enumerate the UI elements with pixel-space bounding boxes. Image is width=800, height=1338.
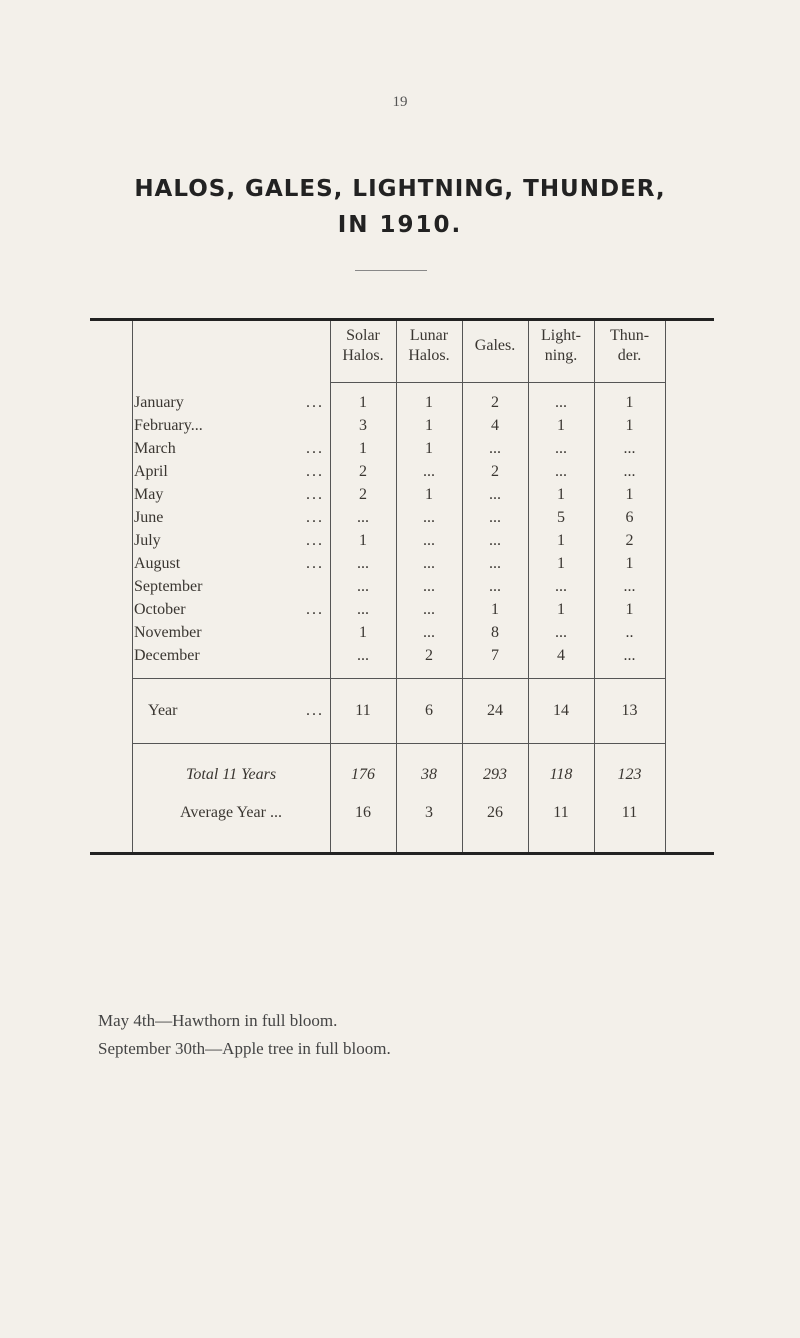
month-row-label — [134, 647, 324, 665]
average-value: 11 — [621, 804, 638, 821]
month-value: 1 — [625, 555, 634, 572]
month-value: .. — [625, 624, 634, 641]
page-subtitle: IN 1910. — [337, 212, 463, 238]
year-underline — [132, 743, 665, 744]
month-value: ... — [357, 647, 369, 664]
month-value: 8 — [491, 624, 499, 641]
month-value: 1 — [625, 394, 634, 411]
header-lightning: Light- ning. — [541, 327, 581, 364]
year-value: 14 — [553, 702, 569, 719]
month-value: ... — [357, 601, 369, 618]
month-name: December — [134, 647, 200, 664]
month-row-label — [134, 417, 324, 435]
month-value: 2 — [625, 532, 634, 549]
month-value: ... — [423, 555, 435, 572]
month-value: 2 — [491, 394, 499, 411]
month-row-label — [134, 578, 324, 596]
month-value: 6 — [625, 509, 634, 526]
month-value: 4 — [557, 647, 565, 664]
average-value: 3 — [425, 804, 433, 821]
month-row-label — [134, 555, 324, 573]
month-value: ... — [623, 578, 636, 595]
year-value: 13 — [621, 702, 638, 719]
month-value: 1 — [557, 486, 565, 503]
month-value: ... — [423, 509, 435, 526]
total-value: 176 — [351, 766, 375, 783]
total-value: 293 — [483, 766, 507, 783]
average-value: 26 — [487, 804, 503, 821]
header-thunder: Thun- der. — [609, 327, 650, 364]
table-right-border — [665, 321, 666, 852]
month-value: ... — [423, 578, 435, 595]
title-divider — [355, 270, 427, 271]
month-name: July — [134, 532, 161, 549]
month-name: April — [134, 463, 168, 480]
month-value: ... — [555, 463, 567, 480]
year-dots: ... — [306, 702, 324, 719]
month-value: ... — [623, 647, 636, 664]
month-row-label — [134, 486, 324, 504]
month-dots: ... — [306, 440, 324, 457]
header-underline — [330, 382, 665, 383]
note-line: September 30th—Apple tree in full bloom. — [98, 1039, 391, 1058]
header-lunar-halos: Lunar Halos. — [408, 327, 450, 364]
month-row-label — [134, 601, 324, 619]
month-value: 2 — [359, 463, 367, 480]
month-value: 1 — [359, 394, 367, 411]
table-top-rule — [90, 318, 714, 321]
month-value: ... — [423, 532, 435, 549]
table-bottom-rule — [90, 852, 714, 855]
month-name: February... — [134, 417, 203, 434]
month-name: March — [134, 440, 176, 457]
total-row-label: Total 11 Years — [185, 766, 277, 783]
year-row-label — [134, 702, 324, 720]
month-value: ... — [489, 532, 501, 549]
month-value: ... — [423, 601, 435, 618]
month-value: ... — [623, 463, 636, 480]
month-value: 2 — [491, 463, 499, 480]
total-value: 123 — [617, 766, 642, 783]
month-row-label — [134, 509, 324, 527]
page-number: 19 — [392, 94, 408, 110]
month-name: August — [134, 555, 181, 572]
month-value: ... — [555, 578, 567, 595]
year-value: 6 — [425, 702, 433, 719]
month-value: 1 — [625, 601, 634, 618]
month-dots: ... — [306, 486, 324, 503]
month-value: 1 — [625, 417, 634, 434]
year-value: 11 — [355, 702, 371, 719]
month-name: June — [134, 509, 164, 526]
month-name: November — [134, 624, 202, 641]
month-value: 2 — [359, 486, 367, 503]
month-value: ... — [357, 578, 369, 595]
month-value: 1 — [425, 486, 433, 503]
month-value: ... — [489, 555, 501, 572]
month-value: 1 — [359, 532, 367, 549]
month-value: 7 — [491, 647, 499, 664]
year-label: Year — [148, 702, 178, 719]
month-dots: ... — [306, 463, 324, 480]
month-value: 1 — [425, 440, 433, 457]
average-value: 11 — [553, 804, 569, 821]
month-value: 3 — [359, 417, 367, 434]
month-value: 1 — [359, 440, 367, 457]
month-dots: ... — [306, 394, 324, 411]
month-value: ... — [555, 624, 567, 641]
month-dots: ... — [306, 601, 324, 618]
month-row-label — [134, 440, 324, 458]
months-underline — [132, 678, 665, 679]
average-row-label: Average Year ... — [180, 804, 282, 821]
year-value: 24 — [487, 702, 503, 719]
month-value: ... — [423, 463, 435, 480]
month-dots: ... — [306, 532, 324, 549]
header-gales: Gales. — [474, 337, 516, 354]
month-value: 4 — [491, 417, 499, 434]
month-row-label — [134, 463, 324, 481]
total-value: 118 — [549, 766, 573, 783]
average-value: 16 — [355, 804, 371, 821]
month-value: ... — [623, 440, 636, 457]
month-value: 1 — [425, 417, 433, 434]
month-name: January — [134, 394, 184, 411]
month-name: September — [134, 578, 203, 595]
month-value: ... — [489, 440, 501, 457]
month-row-label — [134, 394, 324, 412]
month-value: 2 — [425, 647, 433, 664]
month-name: May — [134, 486, 164, 503]
month-value: ... — [357, 509, 369, 526]
month-value: 1 — [425, 394, 433, 411]
month-row-label — [134, 532, 324, 550]
month-value: 1 — [557, 555, 565, 572]
month-value: ... — [489, 509, 501, 526]
month-value: 1 — [625, 486, 634, 503]
month-value: ... — [423, 624, 435, 641]
header-solar-halos: Solar Halos. — [342, 327, 384, 364]
notes — [98, 1007, 391, 1063]
month-value: ... — [555, 440, 567, 457]
month-value: 1 — [359, 624, 367, 641]
month-value: 1 — [557, 532, 565, 549]
month-value: ... — [555, 394, 567, 411]
month-value: ... — [489, 486, 501, 503]
month-dots: ... — [306, 509, 324, 526]
month-value: ... — [357, 555, 369, 572]
month-dots: ... — [306, 555, 324, 572]
page-title: HALOS, GALES, LIGHTNING, THUNDER, — [134, 176, 666, 202]
total-value: 38 — [421, 766, 437, 783]
note-line: May 4th—Hawthorn in full bloom. — [98, 1011, 338, 1030]
month-value: ... — [489, 578, 501, 595]
month-value: 1 — [491, 601, 499, 618]
month-value: 1 — [557, 417, 565, 434]
month-row-label — [134, 624, 324, 642]
month-name: October — [134, 601, 186, 618]
month-value: 5 — [557, 509, 565, 526]
month-value: 1 — [557, 601, 565, 618]
